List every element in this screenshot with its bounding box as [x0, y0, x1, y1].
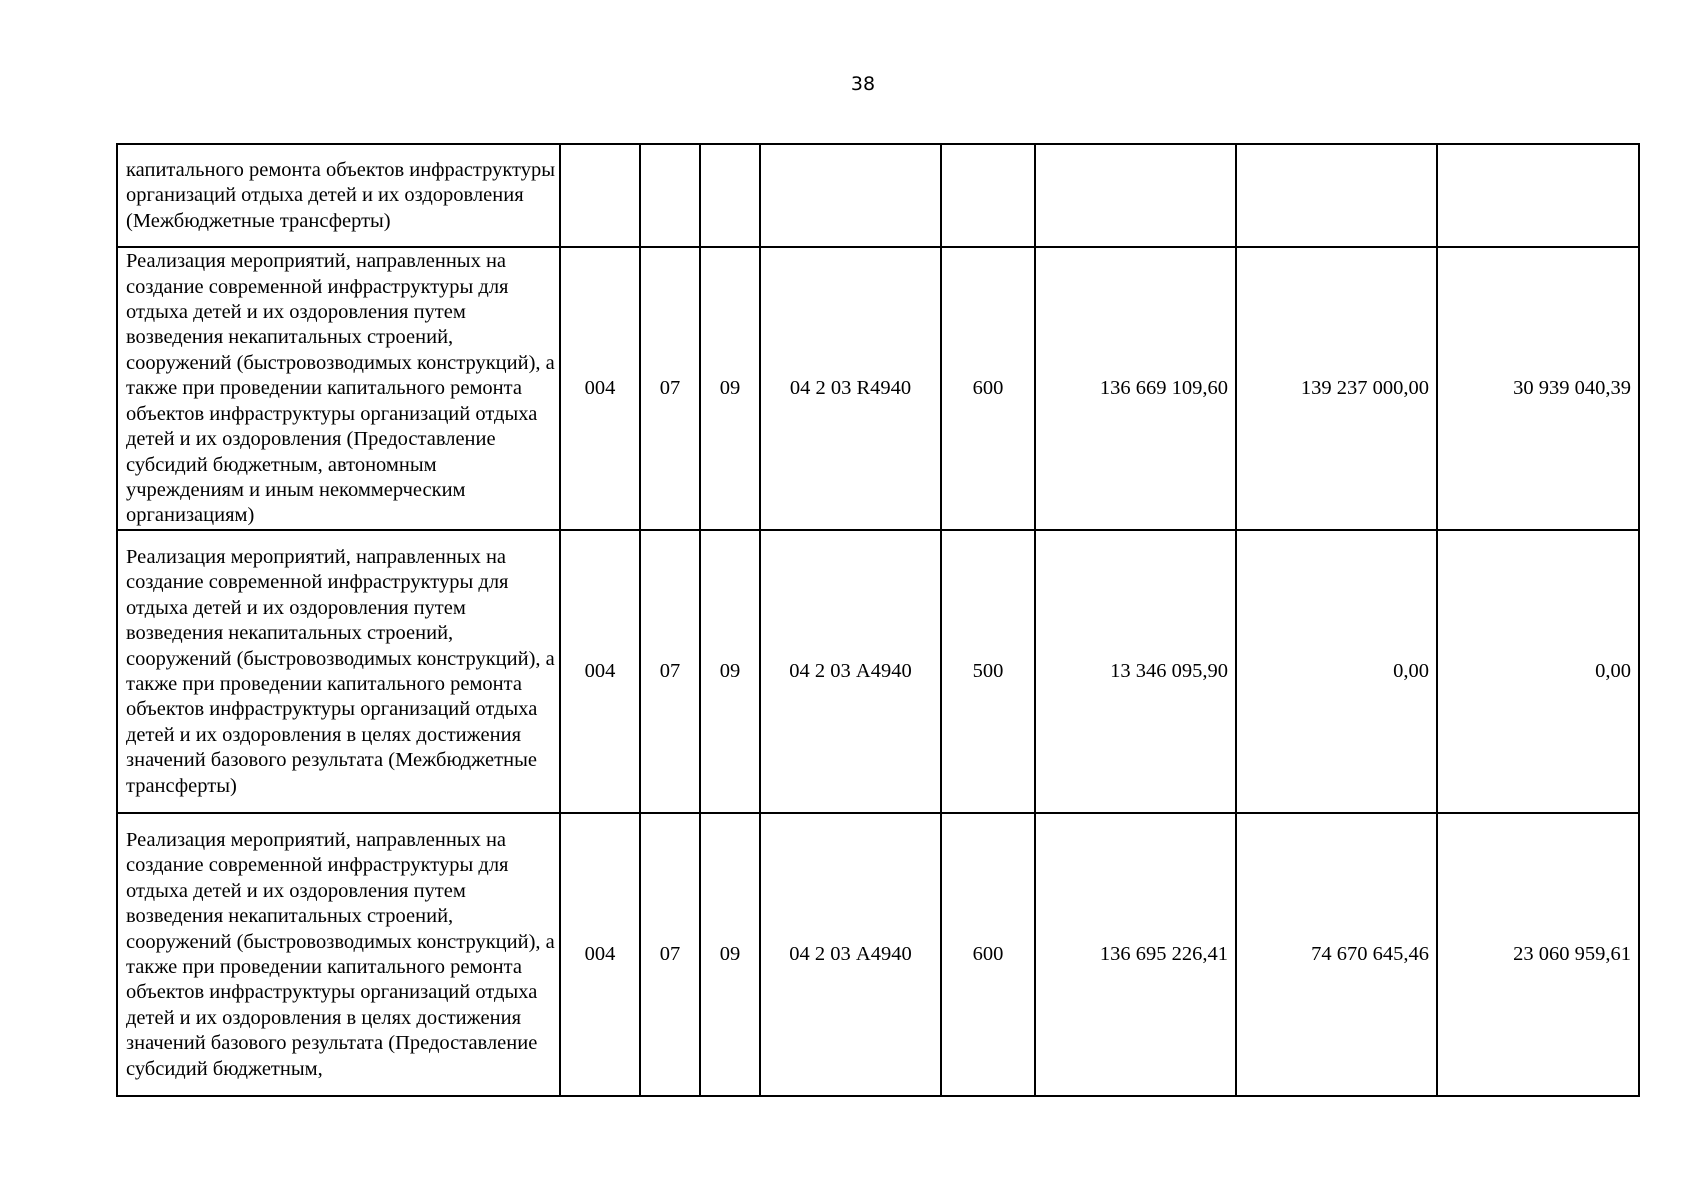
subsection-code: 09 — [700, 530, 760, 813]
amount-3: 23 060 959,61 — [1437, 813, 1639, 1096]
amount-1: 136 669 109,60 — [1035, 247, 1236, 530]
table-row — [117, 530, 1639, 813]
table-row — [117, 247, 1639, 530]
row-description: Реализация мероприятий, направленных на создание современной инфраструктуры для отдыха детей и их оздоровления путем возведения некапитальных строений, сооружений (быстровозводимых конструкций), а также при проведении капитального ремонта объектов инфраструктуры организаций отдыха детей и их оздоровления в целях достижения значений базового результата (Предоставление субсидий бюджетным, — [117, 813, 560, 1096]
target-article-code: 04 2 03 А4940 — [760, 530, 941, 813]
ministry-code: 004 — [560, 247, 640, 530]
expense-type-code: 600 — [941, 813, 1035, 1096]
target-article-code: 04 2 03 А4940 — [760, 813, 941, 1096]
section-code: 07 — [640, 530, 700, 813]
row-description: Реализация мероприятий, направленных на создание современной инфраструктуры для отдыха детей и их оздоровления путем возведения некапитальных строений, сооружений (быстровозводимых конструкций), а также при проведении капитального ремонта объектов инфраструктуры организаций отдыха детей и их оздоровления в целях достижения значений базового результата (Межбюджетные трансферты) — [117, 530, 560, 813]
section-code — [640, 144, 700, 247]
amount-2: 74 670 645,46 — [1236, 813, 1437, 1096]
target-article-code: 04 2 03 R4940 — [760, 247, 941, 530]
row-description: Реализация мероприятий, направленных на создание современной инфраструктуры для отдыха детей и их оздоровления путем возведения некапитальных строений, сооружений (быстровозводимых конструкций), а также при проведении капитального ремонта объектов инфраструктуры организаций отдыха детей и их оздоровления (Предоставление субсидий бюджетным, автономным учреждениям и иным некоммерческим организациям) — [117, 247, 560, 530]
row-description: капитального ремонта объектов инфраструктуры организаций отдыха детей и их оздоровления (Межбюджетные трансферты) — [117, 144, 560, 247]
section-code: 07 — [640, 813, 700, 1096]
expense-type-code: 500 — [941, 530, 1035, 813]
section-code: 07 — [640, 247, 700, 530]
target-article-code — [760, 144, 941, 247]
amount-3: 0,00 — [1437, 530, 1639, 813]
table-row — [117, 813, 1639, 1096]
ministry-code — [560, 144, 640, 247]
amount-1: 13 346 095,90 — [1035, 530, 1236, 813]
subsection-code — [700, 144, 760, 247]
subsection-code: 09 — [700, 813, 760, 1096]
amount-2: 139 237 000,00 — [1236, 247, 1437, 530]
expense-type-code — [941, 144, 1035, 247]
amount-2: 0,00 — [1236, 530, 1437, 813]
page-number: 38 — [850, 73, 876, 95]
amount-1 — [1035, 144, 1236, 247]
amount-3: 30 939 040,39 — [1437, 247, 1639, 530]
budget-table — [116, 143, 1640, 1097]
expense-type-code: 600 — [941, 247, 1035, 530]
amount-2 — [1236, 144, 1437, 247]
amount-3 — [1437, 144, 1639, 247]
table-row — [117, 144, 1639, 247]
amount-1: 136 695 226,41 — [1035, 813, 1236, 1096]
subsection-code: 09 — [700, 247, 760, 530]
ministry-code: 004 — [560, 530, 640, 813]
ministry-code: 004 — [560, 813, 640, 1096]
